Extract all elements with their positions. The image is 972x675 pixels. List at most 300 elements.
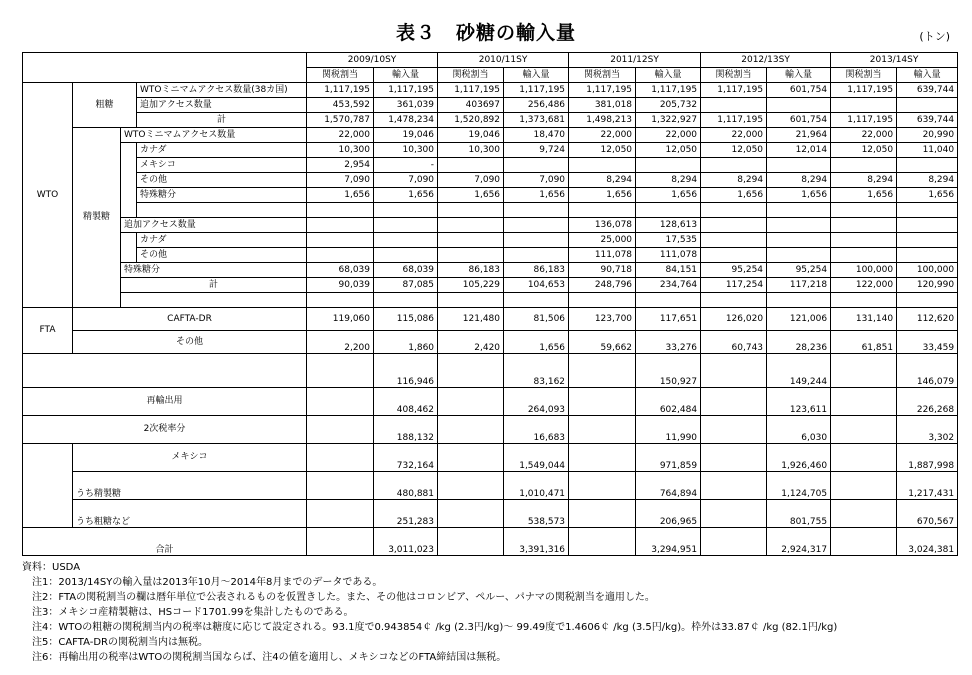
page-title: 表３ 砂糖の輸入量: [395, 22, 576, 44]
value-cell: [307, 444, 374, 472]
value-cell: 1,549,044: [504, 444, 569, 472]
table-row: [23, 388, 958, 416]
value-cell: [374, 293, 438, 308]
value-cell: 1,656: [569, 188, 636, 203]
value-cell: 361,039: [374, 98, 438, 113]
value-cell: 1,887,998: [897, 444, 958, 472]
value-cell: [897, 233, 958, 248]
value-cell: [307, 416, 374, 444]
header-corner: [23, 53, 307, 83]
value-cell: [701, 233, 767, 248]
value-cell: [767, 158, 831, 173]
value-cell: 10,300: [438, 143, 504, 158]
table-row: [23, 218, 958, 233]
value-cell: 59,662: [569, 331, 636, 354]
value-cell: 86,183: [504, 263, 569, 278]
row-label: 計: [121, 278, 307, 293]
row-label: WTOミニマムアクセス数量(38カ国): [137, 83, 307, 98]
row-label: 追加アクセス数量: [137, 98, 307, 113]
value-cell: 12,050: [701, 143, 767, 158]
value-cell: 7,090: [504, 173, 569, 188]
value-cell: 22,000: [569, 128, 636, 143]
value-cell: [831, 218, 897, 233]
value-cell: 1,322,927: [636, 113, 701, 128]
value-cell: 11,040: [897, 143, 958, 158]
value-cell: 2,200: [307, 331, 374, 354]
row-label: 特殊糖分: [121, 263, 307, 278]
notes: [22, 560, 837, 665]
value-cell: 60,743: [701, 331, 767, 354]
value-cell: [701, 248, 767, 263]
value-cell: 25,000: [569, 233, 636, 248]
value-cell: [831, 98, 897, 113]
value-cell: [831, 388, 897, 416]
value-cell: 732,164: [374, 444, 438, 472]
footnote: 注4：WTOの粗糖の関税割当内の税率は糖度に応じて設定される。93.1度で0.943854￠ /kg (2.3円/kg)～ 99.49度で1.4606￠ /kg (3.5円/kg)。枠外は33.87￠ /kg (82.1円/kg): [22, 622, 838, 633]
value-cell: 111,078: [569, 248, 636, 263]
value-cell: [307, 248, 374, 263]
table-row: [23, 53, 958, 68]
value-cell: 3,011,023: [374, 528, 438, 556]
value-cell: 971,859: [636, 444, 701, 472]
source-note: 資料：USDA: [22, 562, 81, 573]
quota-header: 関税割当: [307, 68, 374, 83]
value-cell: 188,132: [374, 416, 438, 444]
value-cell: [438, 354, 504, 388]
row-label: 追加アクセス数量: [121, 218, 307, 233]
table-row: [23, 263, 958, 278]
value-cell: [569, 472, 636, 500]
table-row: [23, 331, 958, 354]
value-cell: 226,268: [897, 388, 958, 416]
value-cell: [374, 218, 438, 233]
value-cell: 1,117,195: [504, 83, 569, 98]
value-cell: 1,117,195: [438, 83, 504, 98]
value-cell: [307, 203, 374, 218]
unit-label: (トン): [919, 30, 950, 43]
value-cell: 123,611: [767, 388, 831, 416]
value-cell: 117,651: [636, 308, 701, 331]
value-cell: [438, 500, 504, 528]
value-cell: 7,090: [307, 173, 374, 188]
value-cell: [831, 203, 897, 218]
value-cell: 1,656: [636, 188, 701, 203]
value-cell: 3,391,316: [504, 528, 569, 556]
value-cell: 381,018: [569, 98, 636, 113]
row-label: メキシコ: [137, 158, 307, 173]
value-cell: 8,294: [767, 173, 831, 188]
value-cell: 601,754: [767, 113, 831, 128]
value-cell: 670,567: [897, 500, 958, 528]
value-cell: [569, 293, 636, 308]
table-row: [23, 293, 958, 308]
value-cell: 8,294: [831, 173, 897, 188]
value-cell: 17,535: [636, 233, 701, 248]
refined-sugar-label: 精製糖: [73, 128, 121, 308]
table-row: [23, 188, 958, 203]
value-cell: 131,140: [831, 308, 897, 331]
value-cell: 480,881: [374, 472, 438, 500]
value-cell: 1,373,681: [504, 113, 569, 128]
value-cell: 234,764: [636, 278, 701, 293]
value-cell: [701, 500, 767, 528]
value-cell: [438, 388, 504, 416]
year-header: 2009/10SY: [307, 53, 438, 68]
value-cell: 601,754: [767, 83, 831, 98]
indent-cell: [121, 143, 137, 218]
value-cell: [701, 203, 767, 218]
table-row: [23, 143, 958, 158]
table-row: [23, 128, 958, 143]
table-row: [23, 83, 958, 98]
value-cell: 3,302: [897, 416, 958, 444]
value-cell: 403697: [438, 98, 504, 113]
value-cell: 61,851: [831, 331, 897, 354]
value-cell: 84,151: [636, 263, 701, 278]
value-cell: 136,078: [569, 218, 636, 233]
value-cell: [374, 248, 438, 263]
value-cell: [504, 218, 569, 233]
quota-header: 関税割当: [701, 68, 767, 83]
import-header: 輸入量: [504, 68, 569, 83]
table-row: [23, 528, 958, 556]
year-header: 2012/13SY: [701, 53, 831, 68]
value-cell: [767, 98, 831, 113]
value-cell: 1,117,195: [701, 83, 767, 98]
value-cell: [831, 528, 897, 556]
value-cell: [569, 528, 636, 556]
value-cell: 117,254: [701, 278, 767, 293]
value-cell: [831, 500, 897, 528]
value-cell: [767, 233, 831, 248]
value-cell: 104,653: [504, 278, 569, 293]
value-cell: 10,300: [307, 143, 374, 158]
value-cell: [569, 203, 636, 218]
value-cell: 1,117,195: [569, 83, 636, 98]
value-cell: 1,124,705: [767, 472, 831, 500]
value-cell: [897, 293, 958, 308]
value-cell: 68,039: [307, 263, 374, 278]
value-cell: [569, 500, 636, 528]
value-cell: 639,744: [897, 83, 958, 98]
value-cell: 1,656: [504, 188, 569, 203]
value-cell: 764,894: [636, 472, 701, 500]
value-cell: [504, 203, 569, 218]
value-cell: 1,570,787: [307, 113, 374, 128]
sugar-import-table: [22, 52, 958, 556]
value-cell: 7,090: [438, 173, 504, 188]
value-cell: 6,030: [767, 416, 831, 444]
value-cell: 1,117,195: [374, 83, 438, 98]
value-cell: 100,000: [897, 263, 958, 278]
value-cell: 8,294: [636, 173, 701, 188]
value-cell: [701, 293, 767, 308]
value-cell: 121,006: [767, 308, 831, 331]
value-cell: 126,020: [701, 308, 767, 331]
value-cell: 1,117,195: [701, 113, 767, 128]
value-cell: 90,039: [307, 278, 374, 293]
row-label: 計: [137, 113, 307, 128]
row-label: [23, 354, 307, 388]
value-cell: 1,656: [374, 188, 438, 203]
import-header: 輸入量: [767, 68, 831, 83]
total-label: 合計: [23, 528, 307, 556]
value-cell: [831, 293, 897, 308]
value-cell: 1,117,195: [831, 83, 897, 98]
row-label: 2次税率分: [23, 416, 307, 444]
value-cell: 19,046: [438, 128, 504, 143]
fta-label: FTA: [23, 308, 73, 354]
value-cell: [831, 444, 897, 472]
value-cell: 538,573: [504, 500, 569, 528]
value-cell: 123,700: [569, 308, 636, 331]
value-cell: [701, 444, 767, 472]
value-cell: [767, 218, 831, 233]
table-row: [23, 158, 958, 173]
value-cell: [438, 158, 504, 173]
value-cell: [701, 388, 767, 416]
value-cell: 12,050: [569, 143, 636, 158]
value-cell: [307, 218, 374, 233]
value-cell: [438, 528, 504, 556]
value-cell: [504, 248, 569, 263]
value-cell: [701, 472, 767, 500]
value-cell: [438, 248, 504, 263]
value-cell: [569, 158, 636, 173]
value-cell: 21,964: [767, 128, 831, 143]
value-cell: [438, 203, 504, 218]
value-cell: 1,117,195: [307, 83, 374, 98]
spacer-cell: [121, 293, 307, 308]
value-cell: [569, 444, 636, 472]
value-cell: 33,459: [897, 331, 958, 354]
value-cell: 16,683: [504, 416, 569, 444]
value-cell: 9,724: [504, 143, 569, 158]
value-cell: 111,078: [636, 248, 701, 263]
import-header: 輸入量: [897, 68, 958, 83]
value-cell: 12,014: [767, 143, 831, 158]
value-cell: 205,732: [636, 98, 701, 113]
value-cell: 408,462: [374, 388, 438, 416]
value-cell: 251,283: [374, 500, 438, 528]
value-cell: 1,860: [374, 331, 438, 354]
value-cell: 119,060: [307, 308, 374, 331]
value-cell: 95,254: [701, 263, 767, 278]
value-cell: 150,927: [636, 354, 701, 388]
value-cell: 248,796: [569, 278, 636, 293]
raw-sugar-label: 粗糖: [73, 83, 137, 128]
value-cell: [636, 293, 701, 308]
value-cell: [831, 354, 897, 388]
value-cell: 112,620: [897, 308, 958, 331]
quota-header: 関税割当: [569, 68, 636, 83]
table-row: [23, 173, 958, 188]
indent-cell: [121, 233, 137, 263]
value-cell: -: [374, 158, 438, 173]
value-cell: [307, 388, 374, 416]
spacer-cell: [137, 203, 307, 218]
table-row: [23, 203, 958, 218]
value-cell: 95,254: [767, 263, 831, 278]
value-cell: 20,990: [897, 128, 958, 143]
value-cell: 68,039: [374, 263, 438, 278]
value-cell: [504, 293, 569, 308]
value-cell: [438, 416, 504, 444]
value-cell: 2,924,317: [767, 528, 831, 556]
table-row: [23, 233, 958, 248]
value-cell: 12,050: [636, 143, 701, 158]
value-cell: 1,656: [897, 188, 958, 203]
value-cell: 149,244: [767, 354, 831, 388]
value-cell: 1,478,234: [374, 113, 438, 128]
value-cell: 1,656: [767, 188, 831, 203]
value-cell: [504, 158, 569, 173]
value-cell: 8,294: [897, 173, 958, 188]
table-row: [23, 500, 958, 528]
row-label: 特殊糖分: [137, 188, 307, 203]
value-cell: 801,755: [767, 500, 831, 528]
value-cell: [897, 158, 958, 173]
value-cell: 83,162: [504, 354, 569, 388]
value-cell: [767, 293, 831, 308]
value-cell: 1,010,471: [504, 472, 569, 500]
row-label: カナダ: [137, 233, 307, 248]
value-cell: 87,085: [374, 278, 438, 293]
footnote: 注6：再輸出用の税率はWTOの関税割当国ならば、注4の値を適用し、メキシコなどのFTA締結国は無税。: [22, 652, 507, 663]
value-cell: [636, 203, 701, 218]
quota-header: 関税割当: [438, 68, 504, 83]
row-label: メキシコ: [73, 444, 307, 472]
value-cell: [831, 158, 897, 173]
value-cell: [307, 293, 374, 308]
value-cell: [504, 233, 569, 248]
import-header: 輸入量: [374, 68, 438, 83]
wto-label: WTO: [23, 83, 73, 308]
value-cell: 22,000: [701, 128, 767, 143]
value-cell: 1,656: [438, 188, 504, 203]
value-cell: [374, 233, 438, 248]
value-cell: [307, 472, 374, 500]
value-cell: 3,294,951: [636, 528, 701, 556]
row-label: WTOミニマムアクセス数量: [121, 128, 307, 143]
value-cell: [438, 472, 504, 500]
table-row: [23, 444, 958, 472]
footnote: 注1：2013/14SYの輸入量は2013年10月～2014年8月までのデータである。: [22, 577, 383, 588]
value-cell: 11,990: [636, 416, 701, 444]
value-cell: 100,000: [831, 263, 897, 278]
value-cell: 115,086: [374, 308, 438, 331]
table-row: [23, 98, 958, 113]
value-cell: 122,000: [831, 278, 897, 293]
value-cell: [307, 500, 374, 528]
value-cell: 1,926,460: [767, 444, 831, 472]
value-cell: 206,965: [636, 500, 701, 528]
value-cell: 105,229: [438, 278, 504, 293]
value-cell: [897, 218, 958, 233]
import-header: 輸入量: [636, 68, 701, 83]
value-cell: 81,506: [504, 308, 569, 331]
row-label: 再輸出用: [23, 388, 307, 416]
value-cell: 86,183: [438, 263, 504, 278]
year-header: 2013/14SY: [831, 53, 958, 68]
value-cell: [307, 233, 374, 248]
value-cell: 146,079: [897, 354, 958, 388]
value-cell: [831, 233, 897, 248]
value-cell: 121,480: [438, 308, 504, 331]
value-cell: 22,000: [636, 128, 701, 143]
indent-cell: [23, 444, 73, 528]
table-row: [23, 248, 958, 263]
footnote: 注3：メキシコ産精製糖は、HSコード1701.99を集計したものである。: [22, 607, 354, 618]
value-cell: 12,050: [831, 143, 897, 158]
value-cell: [438, 233, 504, 248]
row-label: CAFTA-DR: [73, 308, 307, 331]
value-cell: 2,420: [438, 331, 504, 354]
value-cell: 128,613: [636, 218, 701, 233]
value-cell: 1,656: [504, 331, 569, 354]
year-header: 2011/12SY: [569, 53, 701, 68]
table-row: [23, 113, 958, 128]
value-cell: 22,000: [307, 128, 374, 143]
value-cell: 19,046: [374, 128, 438, 143]
value-cell: 1,117,195: [831, 113, 897, 128]
value-cell: 1,498,213: [569, 113, 636, 128]
value-cell: 10,300: [374, 143, 438, 158]
value-cell: 33,276: [636, 331, 701, 354]
value-cell: 7,090: [374, 173, 438, 188]
table-row: [23, 308, 958, 331]
value-cell: 639,744: [897, 113, 958, 128]
value-cell: 1,217,431: [897, 472, 958, 500]
table-row: [23, 472, 958, 500]
value-cell: 3,024,381: [897, 528, 958, 556]
value-cell: [569, 416, 636, 444]
value-cell: 1,117,195: [636, 83, 701, 98]
value-cell: 116,946: [374, 354, 438, 388]
value-cell: 1,520,892: [438, 113, 504, 128]
value-cell: [831, 416, 897, 444]
value-cell: 1,656: [831, 188, 897, 203]
table-row: [23, 278, 958, 293]
value-cell: 8,294: [569, 173, 636, 188]
value-cell: 453,592: [307, 98, 374, 113]
value-cell: [701, 158, 767, 173]
value-cell: [897, 203, 958, 218]
value-cell: 2,954: [307, 158, 374, 173]
value-cell: 1,656: [307, 188, 374, 203]
table-row: [23, 354, 958, 388]
value-cell: [897, 98, 958, 113]
value-cell: [636, 158, 701, 173]
value-cell: [767, 248, 831, 263]
row-label: カナダ: [137, 143, 307, 158]
row-label: その他: [137, 173, 307, 188]
value-cell: [438, 444, 504, 472]
year-header: 2010/11SY: [438, 53, 569, 68]
table-row: [23, 416, 958, 444]
value-cell: 8,294: [701, 173, 767, 188]
value-cell: [569, 388, 636, 416]
value-cell: [438, 218, 504, 233]
row-label: うち精製糖: [73, 472, 307, 500]
value-cell: [438, 293, 504, 308]
footnote: 注5：CAFTA-DRの関税割当内は無税。: [22, 637, 208, 648]
row-label: その他: [137, 248, 307, 263]
value-cell: [831, 472, 897, 500]
value-cell: 264,093: [504, 388, 569, 416]
value-cell: [767, 203, 831, 218]
value-cell: 117,218: [767, 278, 831, 293]
